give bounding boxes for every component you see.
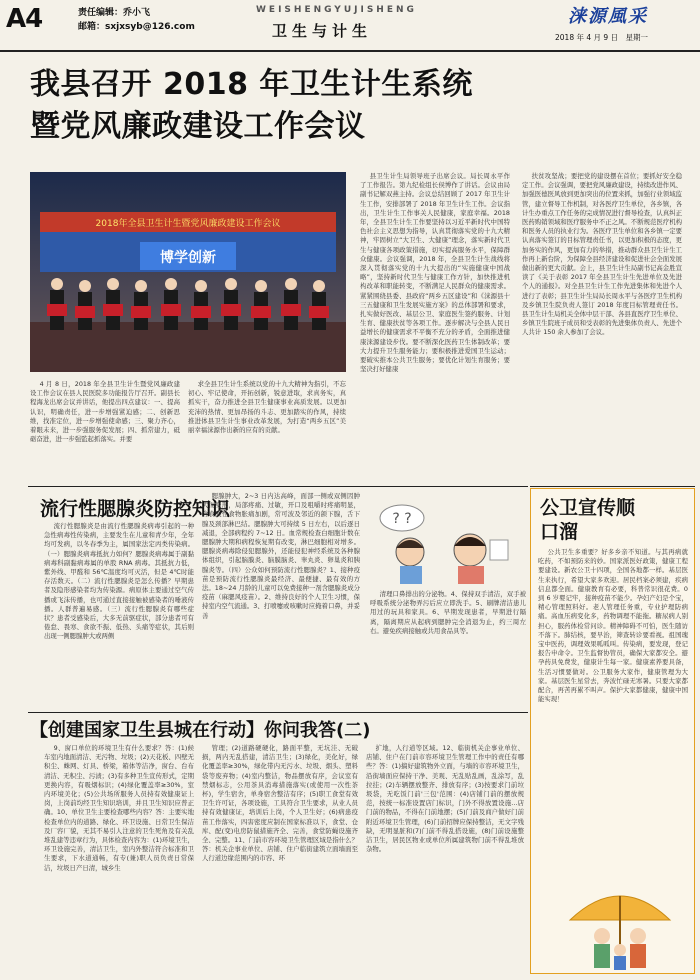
section-rule-1b: [530, 486, 695, 487]
brand-logo: 涞源風采: [568, 6, 648, 27]
photo-board-text: 博学创新: [160, 250, 216, 266]
mumps-col-3: 清理口鼻排出的分泌物。4、保持双手清洁，双手被呼吸系统分泌物弄污后应立即洗手。5、刷牌清洁患儿用过的玩具和家具。6、早期发现患者，早期进行隔离，隔离期应从起病到腮肿完全消退为止，约三周左右。避免疾病接触或共用食品具等。: [370, 590, 526, 635]
mumps-col-1: 流行性腮腺炎是由流行性腮腺炎病毒引起的一种急性病毒性传染病，主要发生在儿童和青少年，全年均可发病，以冬春季为主，属国家法定丙类传染病。（一）腮腺炎病毒抵抗力如何？腮腺炎病毒属于副黏病毒科副黏病毒属的单股 RNA 病毒。其抵抗力低，紫外线、甲醛和 56℃温度均可灭活，但是 4℃时能存活数天。（二）流行性腮腺炎是怎么传播？早期患者及隐形感染者均为传染源。病原体主要通过空气传播或飞沫传播，也可通过直接接触被感染者的唾液传播。人群普遍易感。（三）流行性腮腺炎有哪些症状？患者受感染后，大多无前驱症状，部分患者可有倦怠、畏寒、食欲不振、低热、头痛等症状，其后则出现一侧腮腺肿大或两侧: [44, 522, 194, 641]
email-label: 邮箱：sxjxsyb@126.com: [78, 22, 195, 32]
meeting-photo-illustration: [30, 172, 346, 372]
side-heading-line-1: 公卫宣传顺: [540, 497, 636, 519]
section-rule-1: [28, 486, 528, 487]
headline-line-1: 我县召开 2018 年卫生计生系统: [30, 67, 473, 102]
masthead-pinyin: WEISHENGYUJISHENG: [256, 5, 417, 15]
meeting-photo: [30, 172, 346, 372]
lead-col-3: 县卫生计生局领导班子出席会议。局长周永平作了工作报告。第九纪检组长侯博作了讲话。会议由局副书记解双燕主持。会议总结回顾了 2017 年卫生计生工作，安排部署了 2018 年卫生计生工作。会议指出，卫生计生工作事关人民健康，家庭幸福。2018 年，全县卫生计生工作要坚持以习近平新时代中国特色社会主义思想为指导，认真贯彻落实党的十九大精神，牢固树立“大卫生、大健康”理念，落实新时代卫生与健康各项政策措施，切实提高服务水平，保障群众健康。会议强调，2018 年，全县卫生计生战线将深入贯彻落实党的十九大提出的“实施健康中国战略”，坚持新时代卫生与健康工作方针，加快推进机构改革和职能转变，不断满足人民群众的健康需求。紧紧围绕县委、县政府“两乡五区建设”和《涞源县十三五健康和卫生发展实施方案》的总体部署和要求，扎实做好医改、基层公卫、家庭医生签约服务、计划生育、健康扶贫等各项工作。逐步解决与全县人民日益增长的健康需求不平衡不充分的矛盾，全面推进健康涞源建设步伐。要不断深化医药卫生体制改革；要大力提升卫生服务能力；要积极推进爱国卫生运动；要破实推本公共卫生服务；要优化计划生育服务；要坚决打好健康: [360, 172, 510, 374]
editor-info: [78, 6, 195, 34]
headline-line-2: 暨党风廉政建设工作会议: [30, 109, 366, 144]
lead-col-4: 扶贫攻坚战；要把党的建设摆在首位；要抓好安全稳定工作。会议强调，要把党风廉政建设，持续改进作风、加强医德医风放到更加突出的位置来抓，加强行业领域监管，建立督导工作机制，对各医疗卫生单位，各乡镇，各计生办重点工作任务的完成情况进行督导检查，认真纠正医药购销领域和医疗服务中不正之风。不断规范医疗机构和医务人员的执业行为。各医疗卫生单位和各乡镇一定要认真落实签订的目标管理责任书，以更加积极的态度，更加务实的作风，更加有力的举措，推动群众县卫生计生工作再上新台阶，为保障全县经济建设和促进社会全面发展做出新的更大贡献。会上，县卫生计生局副书记高金胜宣读了《关于表彰 2017 年全县卫生计生先进单位及先进个人的通报》。对全县卫生计生工作先进集体和先进个人进行了表彰；县卫生计生局局长周永平与各医疗卫生机构及乡镇卫生院负责人签订 2018 年度目标管理责任书。县卫生计生局机关全体中层干部、各县直医疗卫生单位、乡镇卫生院班子成员和受表彰的先进集体负责人、先进个人共计 150 余人参加了会议。: [522, 172, 682, 337]
qa-banner: 【创建国家卫生县城在行动】你问我答(二): [30, 720, 371, 741]
editor-label: 责任编辑：乔小飞: [78, 8, 151, 18]
family-illustration: [560, 880, 680, 972]
qa-col-3: 扩地，人行道等区域。12、临街机关企事业单位、店铺、住户在门前市容环境卫生管理工作中的责任有哪些？答：(1)搞好建筑物外立面，与墙的市容环境卫生，沿街墙面应保持干净、美观、无乱贴乱画，乱涂写，乱拉挂；(2)车辆摆放整齐、排放有序；(3)按要求门前垃圾袋，无吃饭门前'三包'范围：(4)店铺门前的摆放规范，按统一标准设置店门标识，门外不得放置设施...店门前的物品，不得在门前地摆；(5)门前及商户做好门前附近环境卫生管理，(6)门前招牌应保持整洁，无文字残缺，无明显脏和(7)门前不得乱搭设施，(8)门前设施整洁卫生，居民区物业或单位所属建筑物门前不得乱堆放杂物。: [366, 744, 524, 854]
sick-children-icon: [372, 500, 522, 585]
masthead-title: 卫生与计生: [272, 22, 373, 40]
page-number: A4: [6, 4, 43, 34]
side-body: 公共卫生多重要？好多乡亲不知道。与其再病就吃药，不如预防来的妙。国家派医好政策，健康工程要建设。新农公卫十四项，全国各地都一样。基层医生来执行，希望大家多欢迎。居民档案必须建，疾病信息都全面。健康教育有必要，科普常识很花费。0 到 6 岁婴记牢，接种疫苗不能少。孕妇产妇是个宝，精心管理照料好。老人管理任务重，专业护理防病痛。高血压病变化多，药物调理不能拖。糖尿病人别担心，服药体检常问诊。精神障碍不可怕，医生随访不落下。肺结核，要早治，筛查转诊要看视。祖国瑰宝中医药，调理效果呱呱叫。传染病，要发现，登记报告申命令。卫生监督协管员，确保大家都安全。避孕药具免费发，健康计生每一家。健康素养要具备，生活习惯要做对。公卫服务大家作，健康管理为大家。基层医生星常去，奔波忙碌无寒暑。只要大家都配合，再苦再累不叫声。保护大家都健康，健康中国能实现！: [538, 548, 688, 704]
issue-date: 2018 年 4 月 9 日 星期一: [555, 33, 649, 42]
header-rule: [0, 50, 700, 52]
photo-banner-text: 2018年全县卫生计生暨党风廉政建设工作会议: [95, 219, 281, 229]
section-rule-2: [28, 712, 528, 713]
mumps-heading: 流行性腮腺炎防控知识: [40, 498, 231, 520]
umbrella-family-icon: [560, 880, 680, 972]
kids-illustration: [372, 500, 522, 585]
svg-text:? ?: ? ?: [392, 511, 412, 527]
qa-col-1: 9、窗口单位的环境卫生有什么要求？答：(1)候车室内地面清洁、无污物、垃圾；(2)天花板、四壁无积尘、蛛网、灯具、桥梁，箱体等洁净，窗台、台布清洁、无积尘、污渍；(3)有多种卫生宣传形式，定期更换内容，有吸烟标识；(4)绿化覆盖率≥30%，室内环境美化；(5)公共场所服务人员持有效健康证上岗，上岗前均经卫生知识培训，并且卫生知识应普正确。10、单位卫生主要检查哪些内容？答：主要实地检查单位内的道路、绿化、环卫设施、日常卫生保洁及厂容厂貌，无其不易引人注意的卫生死角及有关乱堆乱建等违章行为，具体检查内容为：(1)环境卫生，环卫设施完善，清洁卫生，室内外整洁符合标准和卫生要求，下水道通畅，有专(兼)职人员负责日常保洁，垃圾日产日清，城乡生: [44, 744, 194, 872]
side-heading-line-2: 口溜: [540, 521, 579, 543]
lead-col-2: 求全县卫生计生系统以党的十九大精神为指引，不忘初心、牢记使命，开拓创新，锐意进取，求真务实，真抓实干，奋力推进全县卫生健康事业高质发展。以更加充沛的热情、更加昂扬的斗志、更加踏实的作风，持续推进体县卫生计生事业改革发展，为打造“两乡五区”美丽幸福涞源作出新的应有的贡献。: [188, 380, 346, 435]
side-heading: [540, 496, 635, 544]
lead-headline: [30, 64, 680, 148]
qa-col-2: 管理；(2)道路硬硬化，路面平整，无坑洼、无破损，两内无乱搭建，清洁卫生；(3)绿化，美化好，绿化覆盖率≥30%，绿化带内无污水、垃圾、烟头、塑料袋等废弃物；(4)室内整洁，物品摆放有序，会议室有禁烟标志，公用茶具消毒措施落实(或使用一次性茶杯)，学生宿舍，单身宿舍整洁有序；(5)职工食堂有效卫生许可证，各项设施，工具符合卫生要求，从业人员持有效健康证，培训后上岗，个人卫生好；(6)病患疫苗工作落实，四害密度应制在国家标准以下，食堂、仓库、配(变)电房防鼠措施齐全、完善，食堂防蝇设施齐全、完整。11、门前市容环境卫生管理区域是指什么？答：机关企事业单位、店铺、住户临街建筑立面墙面至人行道边缘范围内的市容、环: [202, 744, 358, 863]
lead-caption: 4 月 8 日，2018 年全县卫生计生暨党风廉政建设工作会议在县人民医院多功能报告厅召开。副县长程海龙出席会议并讲话，他提出四点建议：一、提高认识，明确责任，进一步增强紧迫感；二、创新思维，找准定位，进一步增强使命感；三、聚力齐心，着眼未来，进一步强服务促发展；四、抓常建力，砥砺奋进，进一步强監起抓落实。并要: [30, 380, 180, 444]
mumps-col-2: 腮腺肿大，2~3 日内达高峰，面部一侧或双侧因肿大而变形，局部疼痛、过敏，开口及咀嚼时疼痛明显，含食酸性食物胀痛加剧，常可波及邻近的颌下腺，舌下腺及颈部淋巴结。腮腺肿大可持续 5 日左右，以后逐日减退，全部病程约 7~12 日。血常规检查白细胞计数在腮腺肿大期和病程恢复期有改变，淋巴细胞相对增多。腮腺炎病毒除侵犯腮腺外，还能侵犯神经系统及各种腺体组织，引起脑膜炎、脑膜脑炎、睾丸炎、卵巢炎和胰腺炎等。（四）公众如何预防流行性腮腺炎？1、接种疫苗是预防流行性腮腺炎最经济、最便捷、最有效的方法。18~24 月龄的儿童可以免费接种一剂含腮腺炎成分疫苗（麻腮风疫苗）。2、维持良好的个人卫生习惯，保持室内空气流通。3、打喷嚏或咳嗽时应掩着口鼻，并妥善: [202, 492, 360, 620]
